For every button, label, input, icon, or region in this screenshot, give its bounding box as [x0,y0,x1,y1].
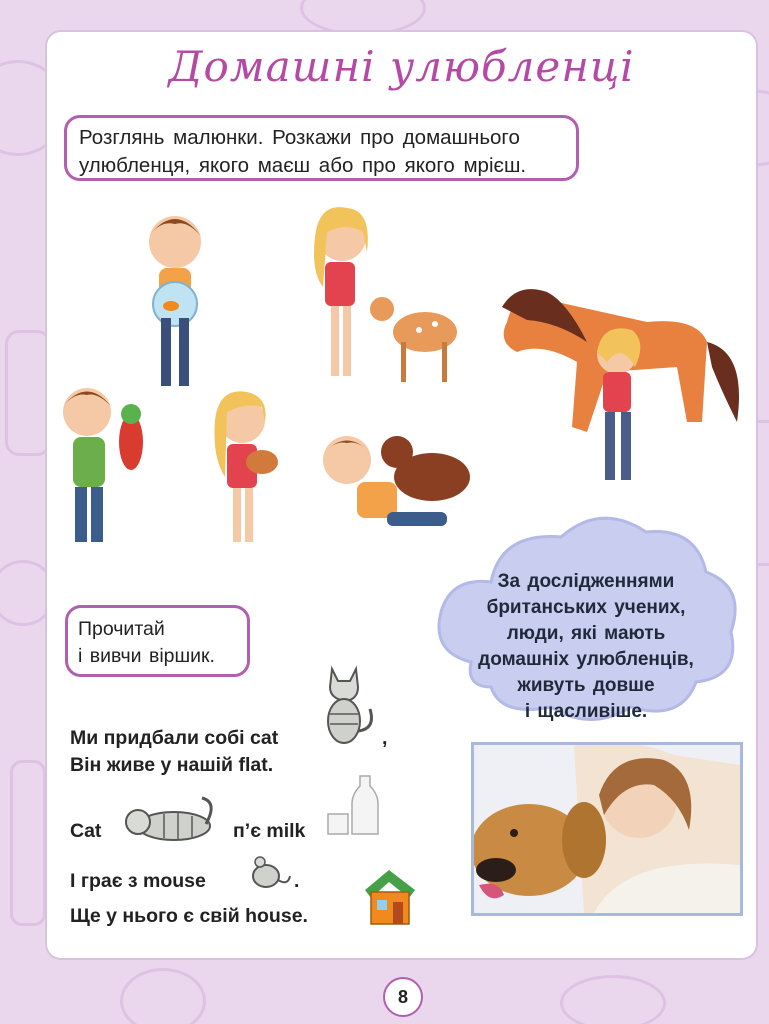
girl-with-fawn-illustration [314,207,457,382]
page-title: Домашні улюбленці [168,42,635,91]
instruction-box [64,115,579,181]
poem-line-1 [70,727,388,750]
fact-line: За дослідженнями [497,571,675,592]
poem-line-5: Ще у нього є свій house. [70,905,308,927]
girl-with-horse-illustration [502,289,739,480]
fact-line: британських учених, [486,597,686,618]
instruction-line-2: улюбленця, якого маєш або про якого мрієш. [79,154,527,177]
fact-line: люди, які мають [506,623,666,644]
lying-cat-icon [114,792,220,850]
read-line-2: і вивчи віршик. [78,645,215,667]
girl-with-cat-illustration [214,391,278,542]
poem-line-3-start: Cat [70,820,102,842]
fact-text [431,569,741,725]
girl-hugging-dog-photo [471,742,743,916]
poem-line-1-text: Ми придбали собі cat [70,727,279,749]
mouse-icon [246,852,292,892]
boy-with-fishbowl-illustration [149,216,201,386]
sitting-cat-icon [318,659,380,749]
poem-line-2: Він живе у нашій flat. [70,754,274,776]
poem-line-3 [70,820,306,843]
poem-line-4-text: І грає з mouse [70,870,206,892]
page-number: 8 [383,977,423,1017]
fact-line: домашніх улюбленців, [478,649,694,670]
read-line-1: Прочитай [78,618,165,640]
read-and-learn-box [65,605,250,677]
poem-line-4-period: . [294,870,300,892]
poem-line-1-comma: , [382,727,388,749]
milk-bottle-icon [326,774,386,836]
worksheet-page [47,32,756,958]
fact-line: живуть довше [517,675,655,696]
poem-line-4 [70,870,300,893]
pets-illustration [47,192,756,542]
fact-line: і щасливіше. [524,701,648,722]
boy-with-parrot-illustration [63,388,143,542]
house-icon [359,864,421,928]
poem-line-3-end: п’є milk [233,820,306,842]
instruction-line-1: Розглянь малюнки. Розкажи про домашнього [79,126,520,149]
